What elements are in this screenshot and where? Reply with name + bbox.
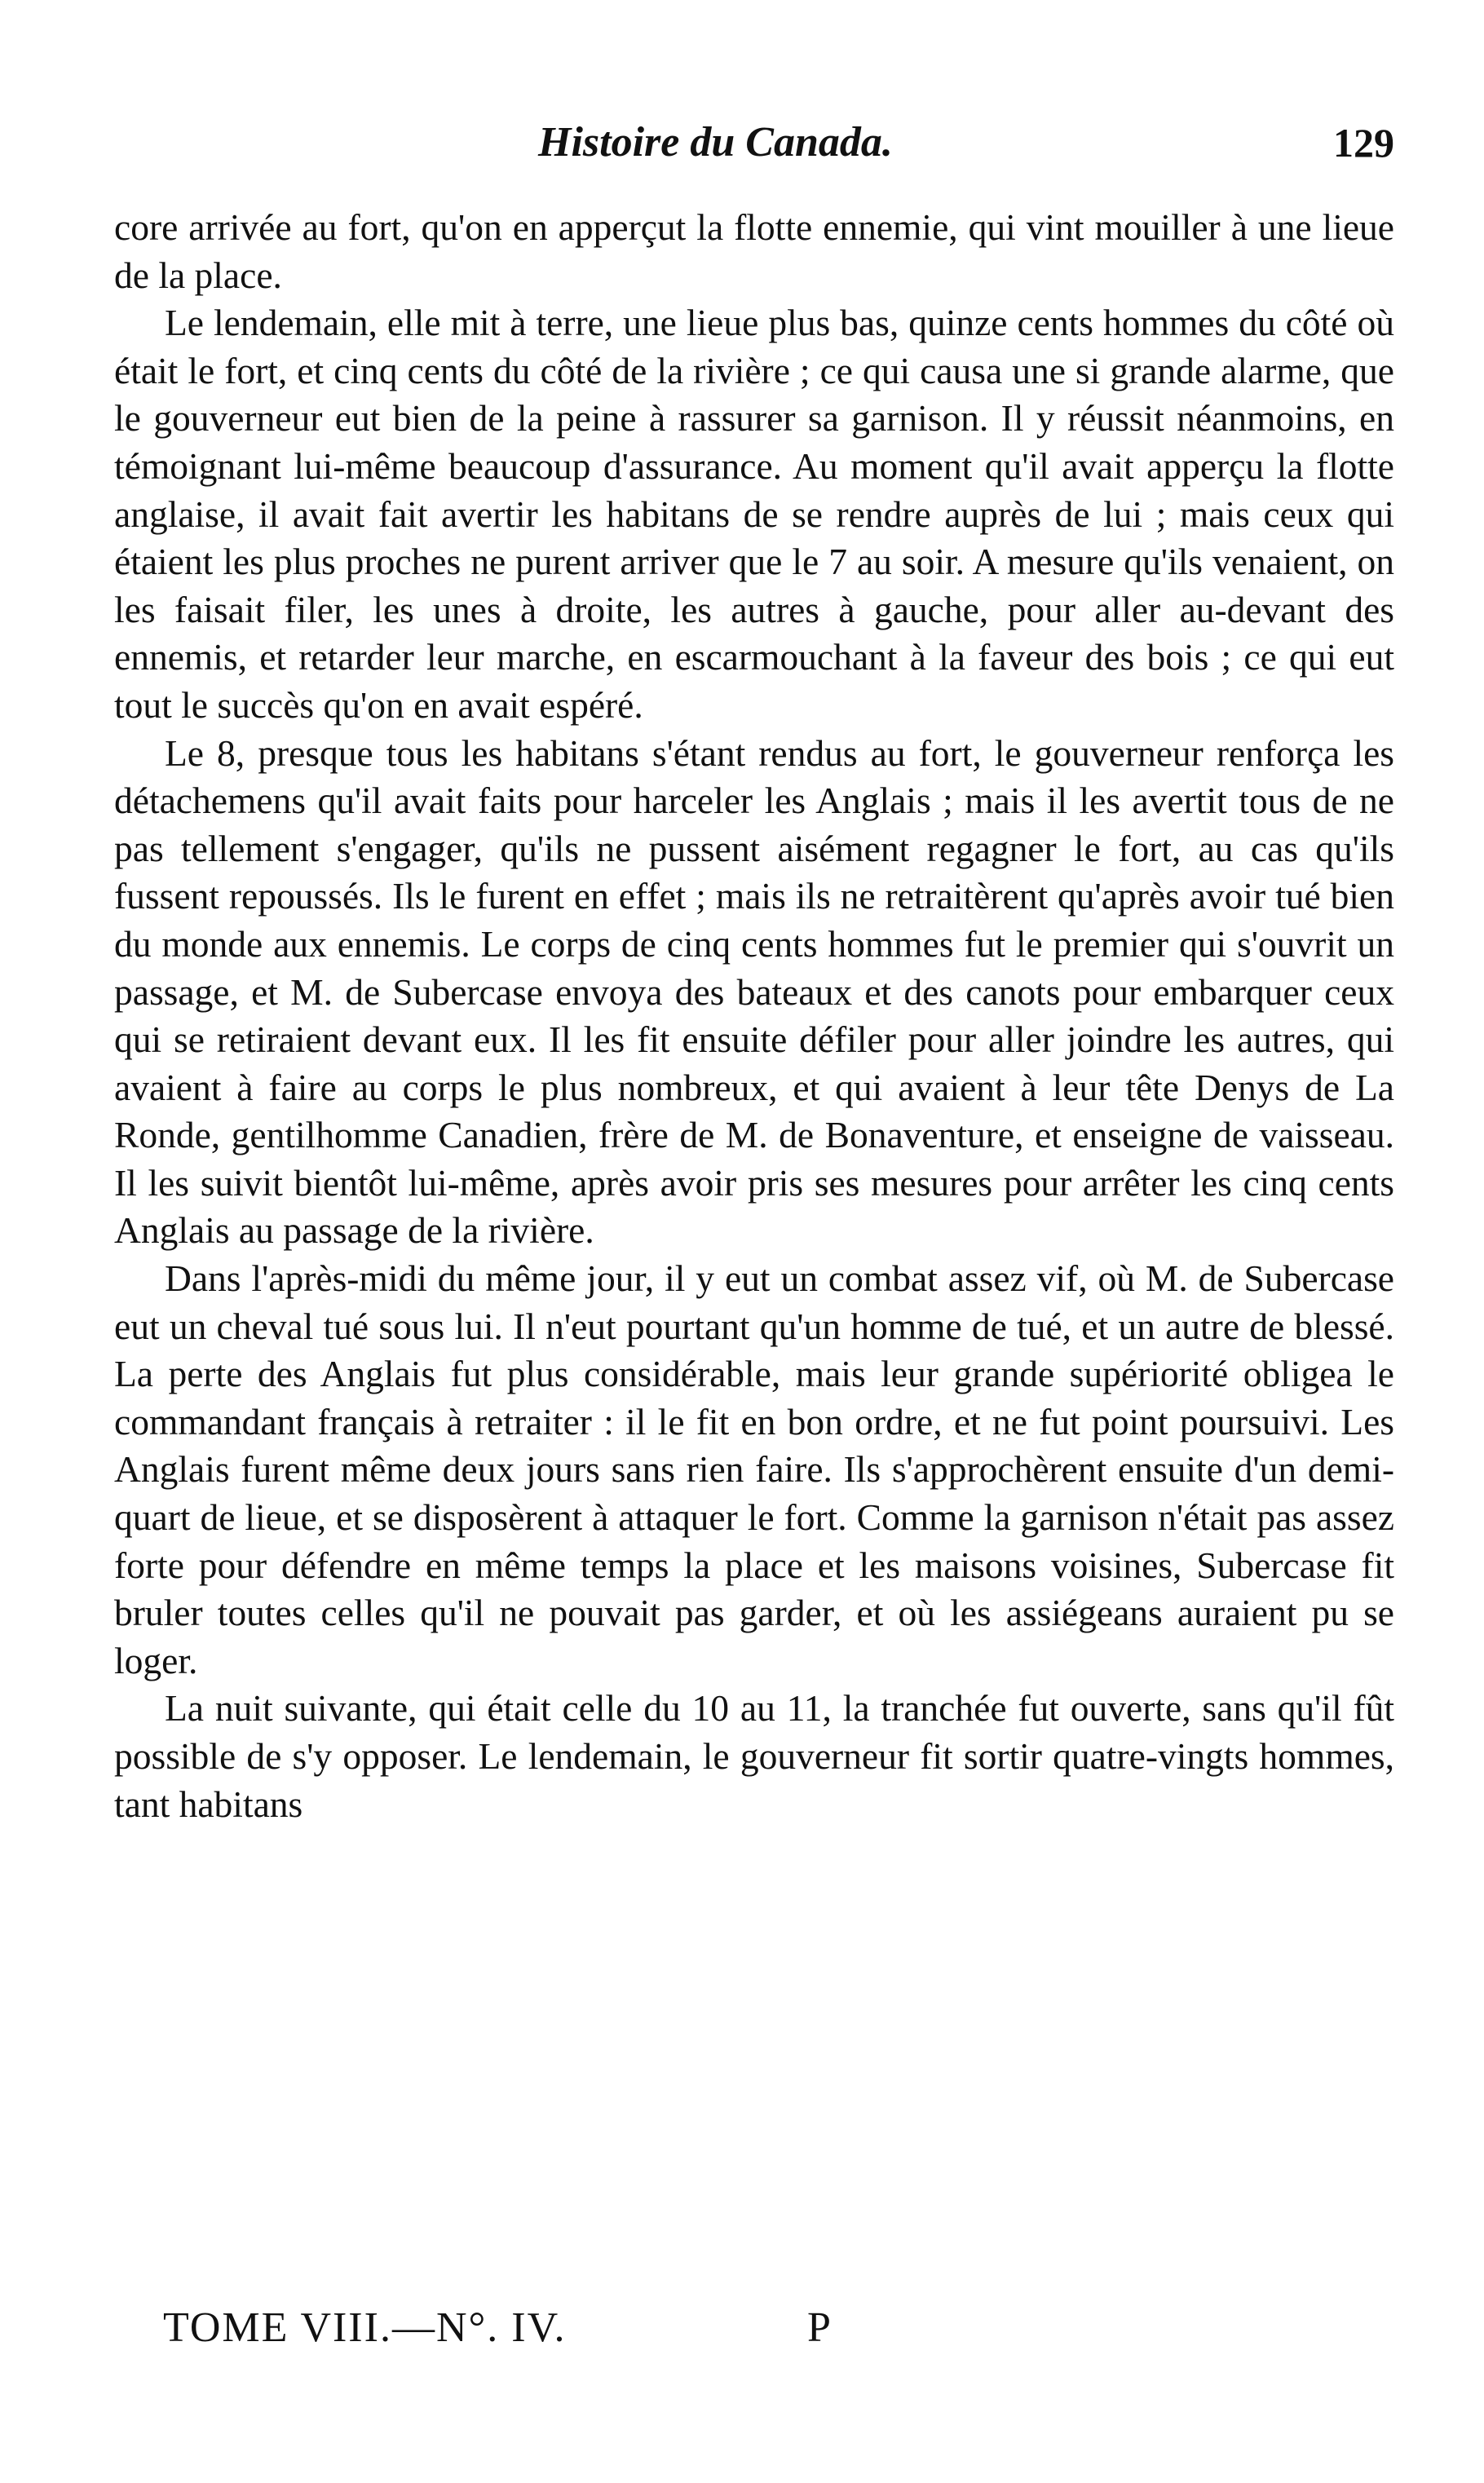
page-footer	[163, 2300, 1060, 2357]
body-text	[114, 204, 1394, 1828]
paragraph: Dans l'après-midi du même jour, il y eut un combat assez vif, où M. de Subercase eut un cheval tué sous lui. Il n'eut pourtant qu'un homme de tué, et un autre de blessé. La perte des Anglais fut plus considérable, mais leur grande supériorité obligea le commandant français à retraiter : il le fit en bon ordre, et ne fut point poursuivi. Les Anglais furent même deux jours sans rien faire. Ils s'approchèrent ensuite d'un demi-quart de lieue, et se disposèrent à attaquer le fort. Comme la garnison n'était pas assez forte pour défendre en même temps la place et les maisons voisines, Subercase fit bruler toutes celles qu'il ne pouvait pas garder, et où les assiégeans auraient pu se loger.	[114, 1257, 1394, 1681]
paragraph-continuation: core arrivée au fort, qu'on en apperçut la flotte ennemie, qui vint mouiller à une lieue de la place.	[114, 206, 1394, 296]
volume-signature: TOME VIII.—N°. IV.	[163, 2304, 567, 2351]
page-number: 129	[1333, 120, 1394, 166]
paragraph: La nuit suivante, qui était celle du 10 au 11, la tranchée fut ouverte, sans qu'il fût possible de s'y opposer. Le lendemain, le gouverneur fit sortir quatre-vingts hommes, tant habitans	[114, 1687, 1394, 1825]
paragraph: Le 8, presque tous les habitans s'étant rendus au fort, le gouverneur renforça les détachemens qu'il avait faits pour harceler les Anglais ; mais il les avertit tous de ne pas tellement s'engager, qu'ils ne pussent aisément regagner le fort, au cas qu'ils fussent repoussés. Ils le furent en effet ; mais ils ne retraitèrent qu'après avoir tué bien du monde aux ennemis. Le corps de cinq cents hommes fut le premier qui s'ouvrit un passage, et M. de Subercase envoya des bateaux et des canots pour embarquer ceux qui se retiraient devant eux. Il les fit ensuite défiler pour aller joindre les autres, qui avaient à faire au corps le plus nombreux, et qui avaient à leur tête Denys de La Ronde, gentilhomme Canadien, frère de M. de Bonaventure, et enseigne de vaisseau. Il les suivit bientôt lui-même, après avoir pris ses mesures pour arrêter les cinq cents Anglais au passage de la rivière.	[114, 731, 1394, 1252]
running-title: Histoire du Canada.	[538, 119, 893, 166]
gathering-letter: P	[807, 2304, 831, 2351]
paragraph: Le lendemain, elle mit à terre, une lieue plus bas, quinze cents hommes du côté où était le fort, et cinq cents du côté de la rivière ; ce qui causa une si grande alarme, que le gouverneur eut bien de la peine à rassurer sa garnison. Il y réussit néanmoins, en témoignant lui-même beaucoup d'assurance. Au moment qu'il avait apperçu la flotte anglaise, il avait fait avertir les habitans de se rendre auprès de lui ; mais ceux qui étaient les plus proches ne purent arriver que le 7 au soir. A mesure qu'ils venaient, on les faisait filer, les unes à droite, les autres à gauche, pour aller au-devant des ennemis, et retarder leur marche, en escarmouchant à la faveur des bois ; ce qui eut tout le succès qu'on en avait espéré.	[114, 302, 1394, 726]
page-header	[114, 114, 1394, 171]
